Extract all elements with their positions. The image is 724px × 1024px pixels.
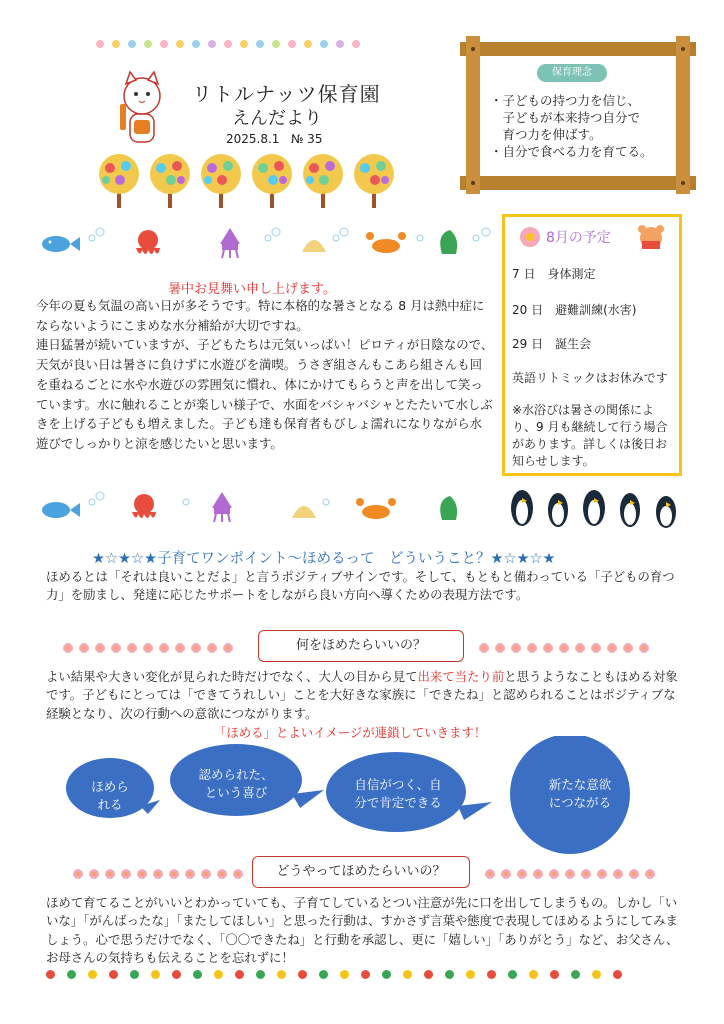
- philosophy-line: 育つ力を伸ばす。: [490, 127, 602, 142]
- flow-step-3: 自信がつく、自 分で肯定できる: [354, 777, 442, 810]
- tree-icon: [150, 154, 190, 208]
- sea-creatures-row: [36, 224, 496, 260]
- answer-paragraph: ほめて育てることがいいとわかっていても、子育てしているとつい注意が先に口を出してしまうもの。しかし「いいな」「がんばったな」「またしてほしい」と思った行動は、すかさず言葉や態度で表現してほめるようにしてみましょう。心で思うだけでなく、「〇〇できたね」と行動を承認し、更に「嬉しい」「ありがとう」など、お父さん、お母さんの気持ちも伝えることを忘れずに！: [46, 895, 679, 965]
- tips-intro: ほめるとは「それは良いことだよ」と言うポジティブサインです。そして、もともと備わっている「子どもの育つ力」を励まし、発達に応じたサポートをしながら良い方向へ導くための表現方法です。: [46, 569, 675, 603]
- tree-icon: [252, 154, 292, 208]
- tree-illustration-row: [92, 150, 402, 210]
- philosophy-line: ・自分で食べる力を育てる。: [490, 144, 653, 159]
- nursery-name: リトルナッツ保育園: [192, 82, 381, 106]
- penguin-icon: [656, 496, 676, 528]
- penguin-icon: [620, 493, 640, 527]
- bear-icon: [636, 223, 666, 251]
- octopus-icon: [136, 230, 160, 254]
- philosophy-line: ・子どもの持つ力を信じ、: [490, 93, 641, 108]
- answer-highlight: 出来て当たり前: [417, 669, 505, 684]
- schedule-note: ※水浴びは暑さの関係により、9 月も継続して行う場合があります。詳しくは後日お知らせします。: [512, 403, 668, 468]
- bubbles-icon: [417, 235, 423, 241]
- answer-text: と思うようなこともほめる対象です。子どもにとっては「できてうれしい」ことを大好きな家族に「できたね」と認められることはポジティブな経験となり、次の行動への意欲につながります。: [46, 669, 678, 721]
- flower-icon: [518, 225, 542, 249]
- question-box: 何をほめたらいいの？: [258, 630, 464, 662]
- greeting-paragraph: 今年の夏も気温の高い日が多そうです。特に本格的な暑さとなる 8 月は熱中症にならないようにこまめな水分補給が大切ですね。: [36, 298, 485, 333]
- tree-icon: [354, 154, 394, 208]
- tree-icon: [201, 154, 241, 208]
- answer-text: よい結果や大きい変化が見られた時だけでなく、大人の目から見て: [46, 669, 418, 684]
- philosophy-line: 子どもが本来持つ自分で: [490, 110, 641, 125]
- newsletter-name: えんだより: [232, 108, 322, 129]
- flow-step-4: 新たな意欲 につながる: [548, 777, 612, 810]
- fish-icon: [42, 502, 80, 518]
- philosophy-badge: 保育理念: [537, 64, 607, 82]
- bubbles-icon: [473, 228, 490, 241]
- greeting-title: 暑中お見舞い申し上げます。: [168, 282, 336, 297]
- bubbles-icon: [89, 228, 104, 241]
- bubbles-icon: [323, 499, 329, 505]
- tree-icon: [303, 154, 343, 208]
- bubbles-icon: [89, 492, 104, 505]
- octopus-icon: [132, 494, 156, 518]
- issue-number: № 35: [290, 132, 323, 146]
- penguin-icon: [583, 490, 605, 526]
- question-box: どうやってほめたらいいの？: [252, 856, 470, 888]
- squid-icon: [220, 228, 240, 258]
- bubbles-icon: [265, 228, 280, 241]
- seaweed-icon: [440, 230, 457, 254]
- greeting-paragraph: 連日猛暑が続いていますが、子どもたちは元気いっぱい！ピロティが日陰なので、天気が良い日は暑さに負けずに水遊びを満喫。うさぎ組さんもこあら組さんも回を重ねるごとに水や水遊びの雰囲気に慣れ、体にかけてもらうと声を出して笑っています。水に触れることが楽しい様子で、水面をバシャバシャとたたいて水しぶきを上げる子どもも増えました。子ども達も保育者もびしょ濡れになりながら水遊びでしっかりと涼を感じたいと思います。: [36, 337, 494, 451]
- answer-paragraph: [46, 668, 686, 723]
- shell-icon: [302, 240, 326, 252]
- issue-date: 2025.8.1: [226, 132, 280, 146]
- flow-step-2: 認められた、 という喜び: [198, 767, 274, 800]
- schedule-item: 英語リトミックはお休みです: [512, 371, 668, 385]
- top-dot-border: [96, 40, 368, 48]
- bubbles-icon: [333, 228, 348, 241]
- flow-step-1: ほめら れる: [91, 779, 129, 812]
- squid-icon: [212, 492, 232, 522]
- cat-mascot-icon: [112, 70, 172, 150]
- schedule-heading: [518, 223, 668, 251]
- chain-caption: 「ほめる」とよいイメージが連鎖していきます！: [214, 725, 487, 740]
- schedule-item: 29 日 誕生会: [512, 337, 592, 351]
- shell-icon: [292, 506, 316, 518]
- bottom-dot-border: [46, 970, 634, 979]
- sea-creatures-row: [36, 488, 476, 524]
- flower-border-left: [62, 642, 238, 654]
- penguin-icon: [511, 490, 533, 526]
- crab-icon: [366, 232, 406, 253]
- schedule-heading-label: 8月の予定: [546, 230, 611, 246]
- tree-icon: [99, 154, 139, 208]
- philosophy-text: [490, 92, 690, 160]
- flower-border-right: [478, 642, 654, 654]
- crab-icon: [356, 498, 396, 519]
- bubbles-icon: [183, 499, 189, 505]
- flower-border-right: [484, 868, 660, 880]
- schedule-item: 20 日 避難訓練(水害): [512, 303, 637, 317]
- issue-line: [226, 132, 322, 146]
- flower-border-left: [72, 868, 248, 880]
- fish-icon: [42, 236, 80, 252]
- schedule-item: 7 日 身体測定: [512, 267, 596, 281]
- penguin-icon: [548, 493, 568, 527]
- tips-title: ★☆★☆★子育てワンポイント～ほめるって どういうこと？★☆★☆★: [92, 551, 556, 567]
- greeting-body: [36, 296, 494, 454]
- penguin-row: [506, 484, 686, 528]
- seaweed-icon: [440, 496, 457, 520]
